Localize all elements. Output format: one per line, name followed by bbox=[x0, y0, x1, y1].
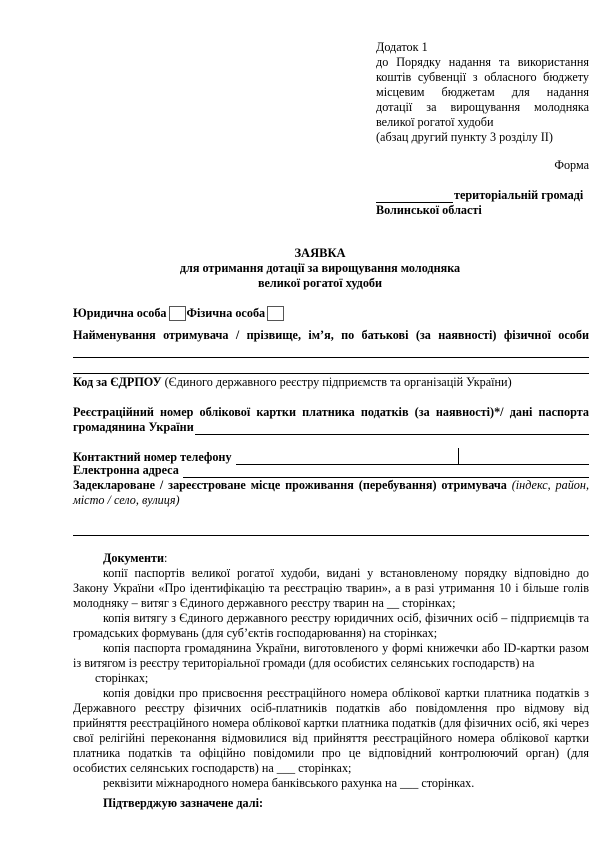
tax-id-field[interactable] bbox=[195, 421, 589, 435]
legal-entity-label: Юридична особа bbox=[73, 306, 167, 320]
address-field[interactable] bbox=[73, 535, 589, 536]
email-row bbox=[73, 463, 589, 478]
email-field[interactable] bbox=[183, 464, 589, 478]
title-sub2: великої рогатої худоби bbox=[257, 276, 383, 290]
edrpou-label-bold: Код за ЄДРПОУ bbox=[73, 375, 162, 389]
document-item: копія паспорта громадянина України, виготовленого у формі книжечки або ID-картки разом із витягом із реєстру територіальної громади (для особистих селянських господарств) на bbox=[73, 641, 589, 670]
legal-entity-checkbox[interactable] bbox=[169, 306, 186, 321]
phone-label: Контактний номер телефону bbox=[73, 450, 232, 464]
recipient-name-field-line2[interactable] bbox=[73, 373, 589, 374]
annex-line: (абзац другий пункту 3 розділу ІІ) bbox=[376, 130, 553, 144]
confirm-label: Підтверджую зазначене далі: bbox=[103, 796, 264, 810]
addressee bbox=[376, 188, 589, 218]
annex-title: Додаток 1 bbox=[376, 40, 428, 54]
document-item: копія витягу з Єдиного державного реєстру юридичних осіб, фізичних осіб – підприємців та громадських формувань (для суб’єктів господарювання) на сторінках; bbox=[73, 611, 589, 640]
address-label bbox=[73, 478, 589, 508]
annex-line: місцевим бюджетам для надання bbox=[376, 85, 589, 99]
addressee-line1: територіальній громаді bbox=[454, 188, 584, 202]
edrpou-label bbox=[73, 375, 589, 390]
edrpou-label-rest: (Єдиного державного реєстру підприємств та організацій України) bbox=[161, 375, 512, 389]
tax-id-block bbox=[73, 405, 589, 435]
tax-id-label-line2: громадянина України bbox=[73, 420, 194, 434]
recipient-name-field[interactable] bbox=[73, 357, 589, 358]
form-label: Форма bbox=[554, 158, 589, 172]
annex-line: до Порядку надання та використання bbox=[376, 55, 589, 69]
annex-line: коштів субвенції з обласного бюджету bbox=[376, 70, 589, 84]
community-name-field[interactable] bbox=[376, 190, 453, 203]
document-title bbox=[150, 246, 490, 291]
document-item-cont: сторінках; bbox=[95, 671, 149, 685]
natural-person-checkbox[interactable] bbox=[267, 306, 284, 321]
address-label-italic: (індекс, район, місто / село, вулиця) bbox=[73, 478, 589, 507]
annex-line: дотації за вирощування молодняка bbox=[376, 100, 589, 114]
title-heading: ЗАЯВКА bbox=[294, 246, 346, 260]
document-item: копія довідки про присвоєння реєстраційного номера облікової картки платника податків з Державного реєстру фізичних осіб-платників податків або повідомлення про відмову від прийняття реєстраційного номера облікової картки платника податків (для фізичних осіб, які через свої релігійні переконання відмовилися від прийняття реєстраційного номера облікової картки платника податків та офіційно повідомили про це відповідний контролюючий орган) (для особистих селянських господарств) на ___ сторінках; bbox=[73, 686, 589, 775]
annex-line: великої рогатої худоби bbox=[376, 115, 494, 129]
natural-person-label: Фізична особа bbox=[186, 306, 266, 320]
document-item: копії паспортів великої рогатої худоби, видані у встановленому порядку відповідно до Закону України «Про ідентифікацію та реєстрацію тварин», а в разі утримання 10 і більше голів молодняку – витяг з Єдиного державного реєстру тварин на __ сторінках; bbox=[73, 566, 589, 610]
title-sub1: для отримання дотації за вирощування молодняка bbox=[179, 261, 461, 275]
documents-heading: Документи bbox=[103, 551, 165, 565]
document-item: реквізити міжнародного номера банківського рахунка на ___ сторінках. bbox=[103, 776, 475, 790]
documents-section: Документи: копії паспортів великої рогатої худоби, видані у встановленому порядку відповідно до Закону України «Про ідентифікацію та реєстрацію тварин», а в разі утримання 10 і більше голів молодняку – витяг з Єдиного державного реєстру тварин на __ сторінках; копія витягу з Єдиного державного реєстру юридичних осіб, фізичних осіб – підприємців та громадських формувань (для суб’єктів господарювання) на сторінках; копія паспорта громадянина України, виготовленого у формі книжечки або ID-картки разом із витягом із реєстру територіальної громади (для особистих селянських господарств) на сторінках; копія довідки про присвоєння реєстраційного номера облікової картки платника податків з Державного реєстру фізичних осіб-платників податків або повідомлення про відмову від прийняття реєстраційного номера облікової картки платника податків (для фізичних осіб, які через свої релігійні переконання відмовилися від прийняття реєстраційного номера облікової картки платника податків та офіційно повідомили про це відповідний контролюючий орган) (для особистих селянських господарств) на ___ сторінках; реквізити міжнародного номера банківського рахунка на ___ сторінках. bbox=[73, 551, 589, 790]
annex-header bbox=[376, 40, 589, 145]
recipient-name-label: Найменування отримувача / прізвище, ім’я, по батькові (за наявності) фізичної особи bbox=[73, 328, 589, 342]
address-label-bold: Задекларoване / зареєстроване місце проживання (перебування) отримувача bbox=[73, 478, 507, 492]
tax-id-label: Реєстраційний номер облікової картки платника податків (за наявності)*/ дані паспорта bbox=[73, 405, 589, 419]
person-type-row bbox=[73, 306, 285, 321]
addressee-line2: Волинської області bbox=[376, 203, 482, 217]
email-label: Електронна адреса bbox=[73, 463, 179, 477]
